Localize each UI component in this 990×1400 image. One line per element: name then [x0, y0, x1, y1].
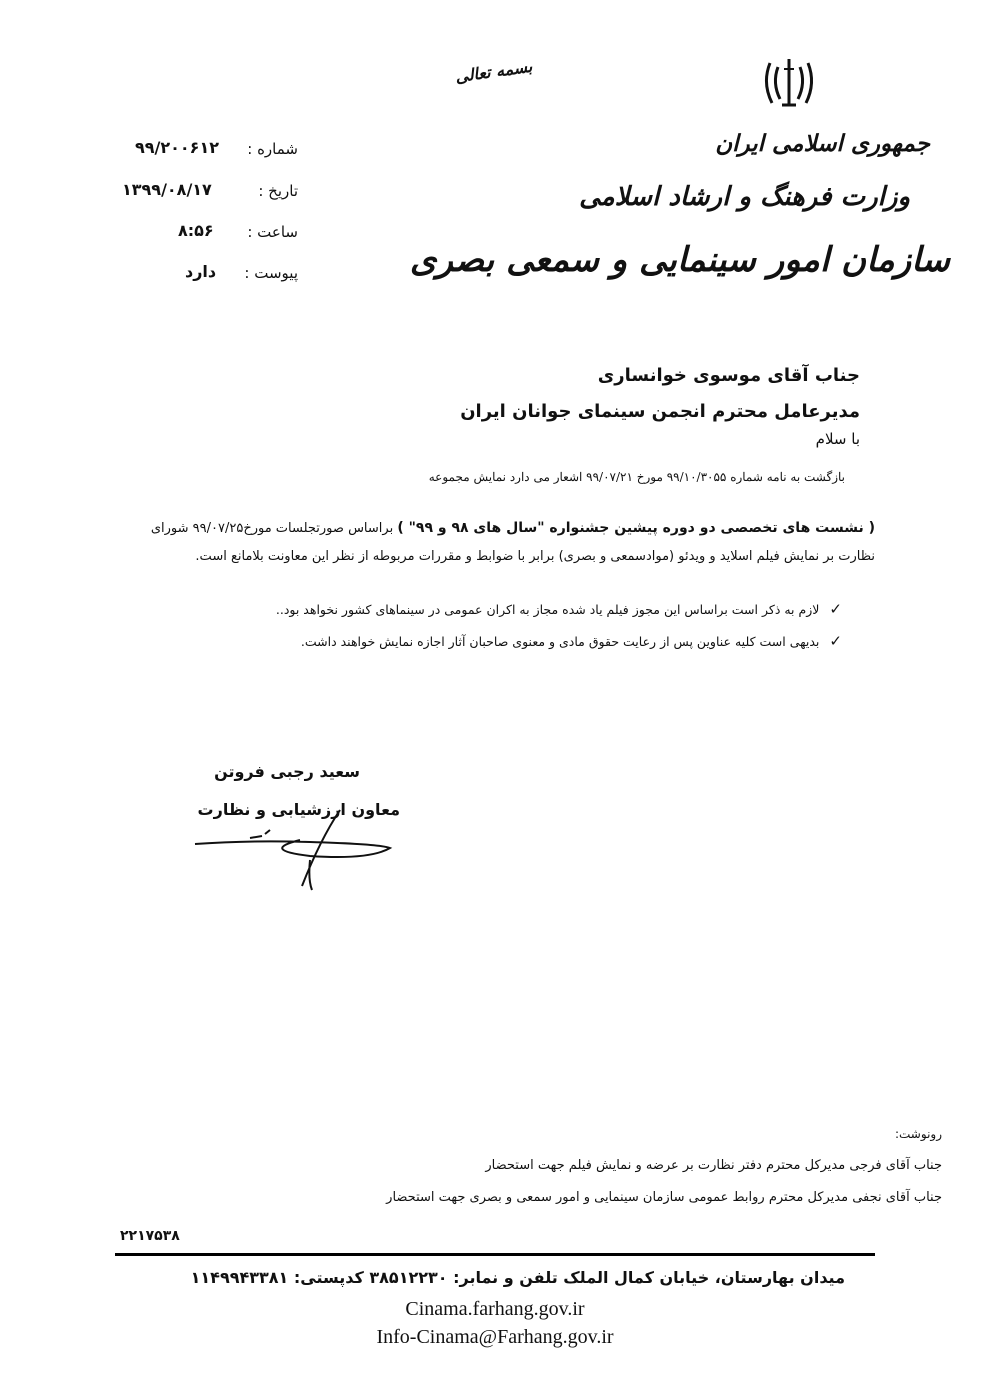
- handwritten-signature: [190, 800, 400, 900]
- checkmark-icon: ✓: [829, 600, 842, 618]
- time-label: ساعت :: [247, 223, 298, 241]
- website-link[interactable]: Cinama.farhang.gov.ir: [405, 1298, 585, 1320]
- note-item: [276, 600, 842, 618]
- signatory-name: سعید رجبی فروتن: [214, 762, 360, 781]
- recipient-name: جناب آقای موسوی خوانساری: [597, 365, 860, 386]
- date-value: ۱۳۹۹/۰۸/۱۷: [122, 180, 212, 199]
- org-organization-line: سازمان امور سینمایی و سمعی بصری: [409, 240, 950, 280]
- cc-title: رونوشت:: [894, 1127, 942, 1141]
- body-text: براساس صورتجلسات مورخ۹۹/۰۷/۲۵ شورای نظارت بر نمایش فیلم اسلاید و ویدئو (موادسمعی و بصری) برابر با ضوابط و مقررات مربوطه از نظر این معاونت بلامانع است.: [150, 521, 875, 564]
- cc-item: جناب آقای فرجی مدیرکل محترم دفتر نظارت بر عرضه و نمایش فیلم جهت استحضار: [485, 1158, 942, 1173]
- org-country-line: جمهوری اسلامی ایران: [715, 130, 930, 157]
- recipient-block: [460, 358, 860, 430]
- recipient-title: مدیرعامل محترم انجمن سینمای جوانان ایران: [460, 401, 860, 422]
- note-text: لازم به ذکر است براساس این مجوز فیلم یاد شده مجاز به اکران عمومی در سینماهای کشور نخواهد بود..: [275, 601, 820, 617]
- reference-line: بازگشت به نامه شماره ۹۹/۱۰/۳۰۵۵ مورخ ۹۹/۰۷/۲۱ اشعار می دارد نمایش مجموعه: [428, 470, 845, 484]
- note-text: بدیهی است کلیه عناوین پس از رعایت حقوق مادی و معنوی صاحبان آثار اجازه نمایش خواهند داشت.: [300, 633, 820, 649]
- cc-item: جناب آقای نجفی مدیرکل محترم روابط عمومی سازمان سینمایی و امور سمعی و بصری جهت استحضار: [386, 1190, 942, 1205]
- footer-divider: [115, 1253, 875, 1256]
- bismillah-text: بسمه تعالی: [454, 56, 534, 87]
- date-label: تاریخ :: [258, 182, 298, 200]
- attachment-value: دارد: [185, 262, 217, 281]
- checkmark-icon: ✓: [829, 632, 842, 650]
- attachment-label: پیوست :: [244, 264, 298, 282]
- archive-code: ۲۲۱۷۵۳۸: [120, 1228, 180, 1244]
- signatory-title: معاون ارزشیابی و نظارت: [197, 800, 400, 819]
- number-value: ۹۹/۲۰۰۶۱۲: [135, 138, 219, 157]
- iran-emblem-icon: [760, 55, 818, 111]
- event-title: ( نشست های تخصصی دو دوره پیشین جشنواره "سال های ۹۸ و ۹۹" ): [397, 520, 875, 536]
- body-paragraph: [115, 514, 875, 571]
- number-label: شماره :: [247, 140, 298, 158]
- email-link[interactable]: Info-Cinama@Farhang.gov.ir: [376, 1326, 614, 1348]
- footer-address: میدان بهارستان، خیابان کمال الملک تلفن و نمابر: ۳۸۵۱۲۲۳۰ کدپستی: ۱۱۴۹۹۴۳۳۸۱: [190, 1268, 845, 1287]
- note-item: [301, 632, 842, 650]
- org-ministry-line: وزارت فرهنگ و ارشاد اسلامی: [579, 182, 910, 212]
- time-value: ۸:۵۶: [178, 221, 214, 240]
- greeting: با سلام: [815, 430, 860, 448]
